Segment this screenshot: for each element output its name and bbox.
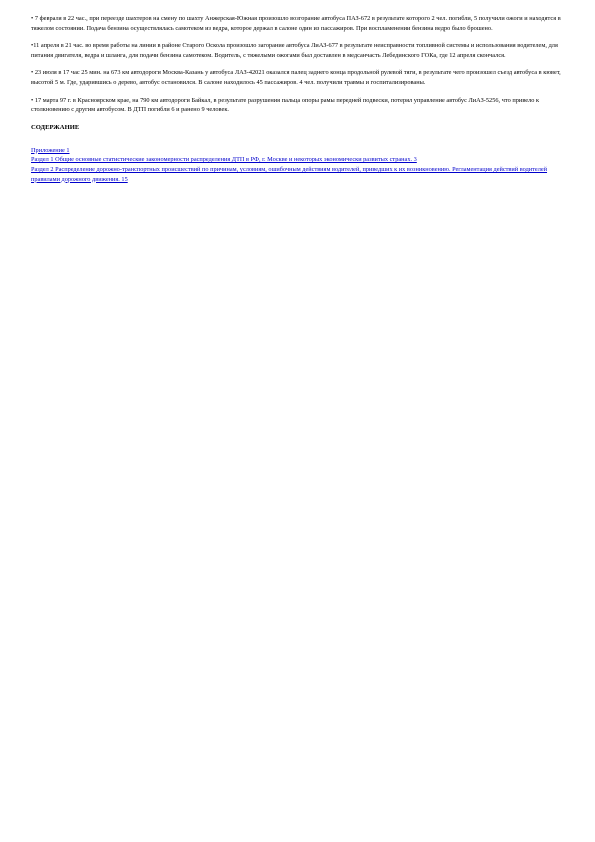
paragraph-incident-2: •11 апреля в 21 час. во время работы на линии в районе Старого Оскола произошло загорание автобуса ЛиАЗ-677 в результате неисправности топливной системы и использования водителем, для питания двигателя, ведра и шланга, для подачи бензина самотеком. Водитель, с тяжелыми ожогами был доставлен в медсанчасть Лебединского ГОКа, где 12 апреля скончался. [31, 42, 558, 59]
toc-link-section-2[interactable]: Раздел 2 Распределение дорожно-транспортных происшествий по причинам, условиям, ошибочным действиям водителей, приведших к их возникновению. Регламентация действий водителей правилами дорожного движения. 15 [31, 165, 548, 183]
document-page [31, 14, 566, 184]
toc-link-appendix-1[interactable]: Приложение 1 [31, 146, 70, 154]
paragraph-incident-3: • 23 июля в 17 час 25 мин. на 673 км автодороги Москва-Казань у автобуса ЛАЗ-42021 оказался палец заднего конца продольной рулевой тяги, в результате чего произошел съезд автобуса в кювет, высотой 5 м. Где, ударившись о дерево, автобус остановился. В салоне находилось 45 пассажиров. 4 чел. получили травмы и госпитализированы. [31, 69, 561, 86]
toc-heading: СОДЕРЖАНИЕ [31, 123, 80, 131]
paragraph-incident-4: • 17 марта 97 г. в Красноярском крае, на 790 км автодороги Байкал, в результате разрушения пальца опоры рамы передней подвески, потерял управление автобус ЛиАЗ-5256, что привело к столкновению с другим автобусом. В ДТП погибли 6 и ранено 9 человек. [31, 96, 540, 114]
toc-link-section-1[interactable]: Раздел 1 Общие основные статистические закономерности распределения ДТП в РФ, г. Москве и некоторых экономически развитых странах. 3 [31, 156, 417, 164]
table-of-contents [31, 146, 566, 184]
paragraph-incident-1: • 7 февраля в 22 час., при переезде шахтеров на смену по шахту Анжерская-Южная произошло возгорание автобуса ПАЗ-672 в результате которого 2 чел. погибли, 5 получили ожоги и находятся в тяжелом состоянии. Подача бензина осуществлялась самотеком из ведра, которое держал в салоне один из пассажиров. При воспламенении бензина ведро было брошено. [31, 15, 561, 32]
